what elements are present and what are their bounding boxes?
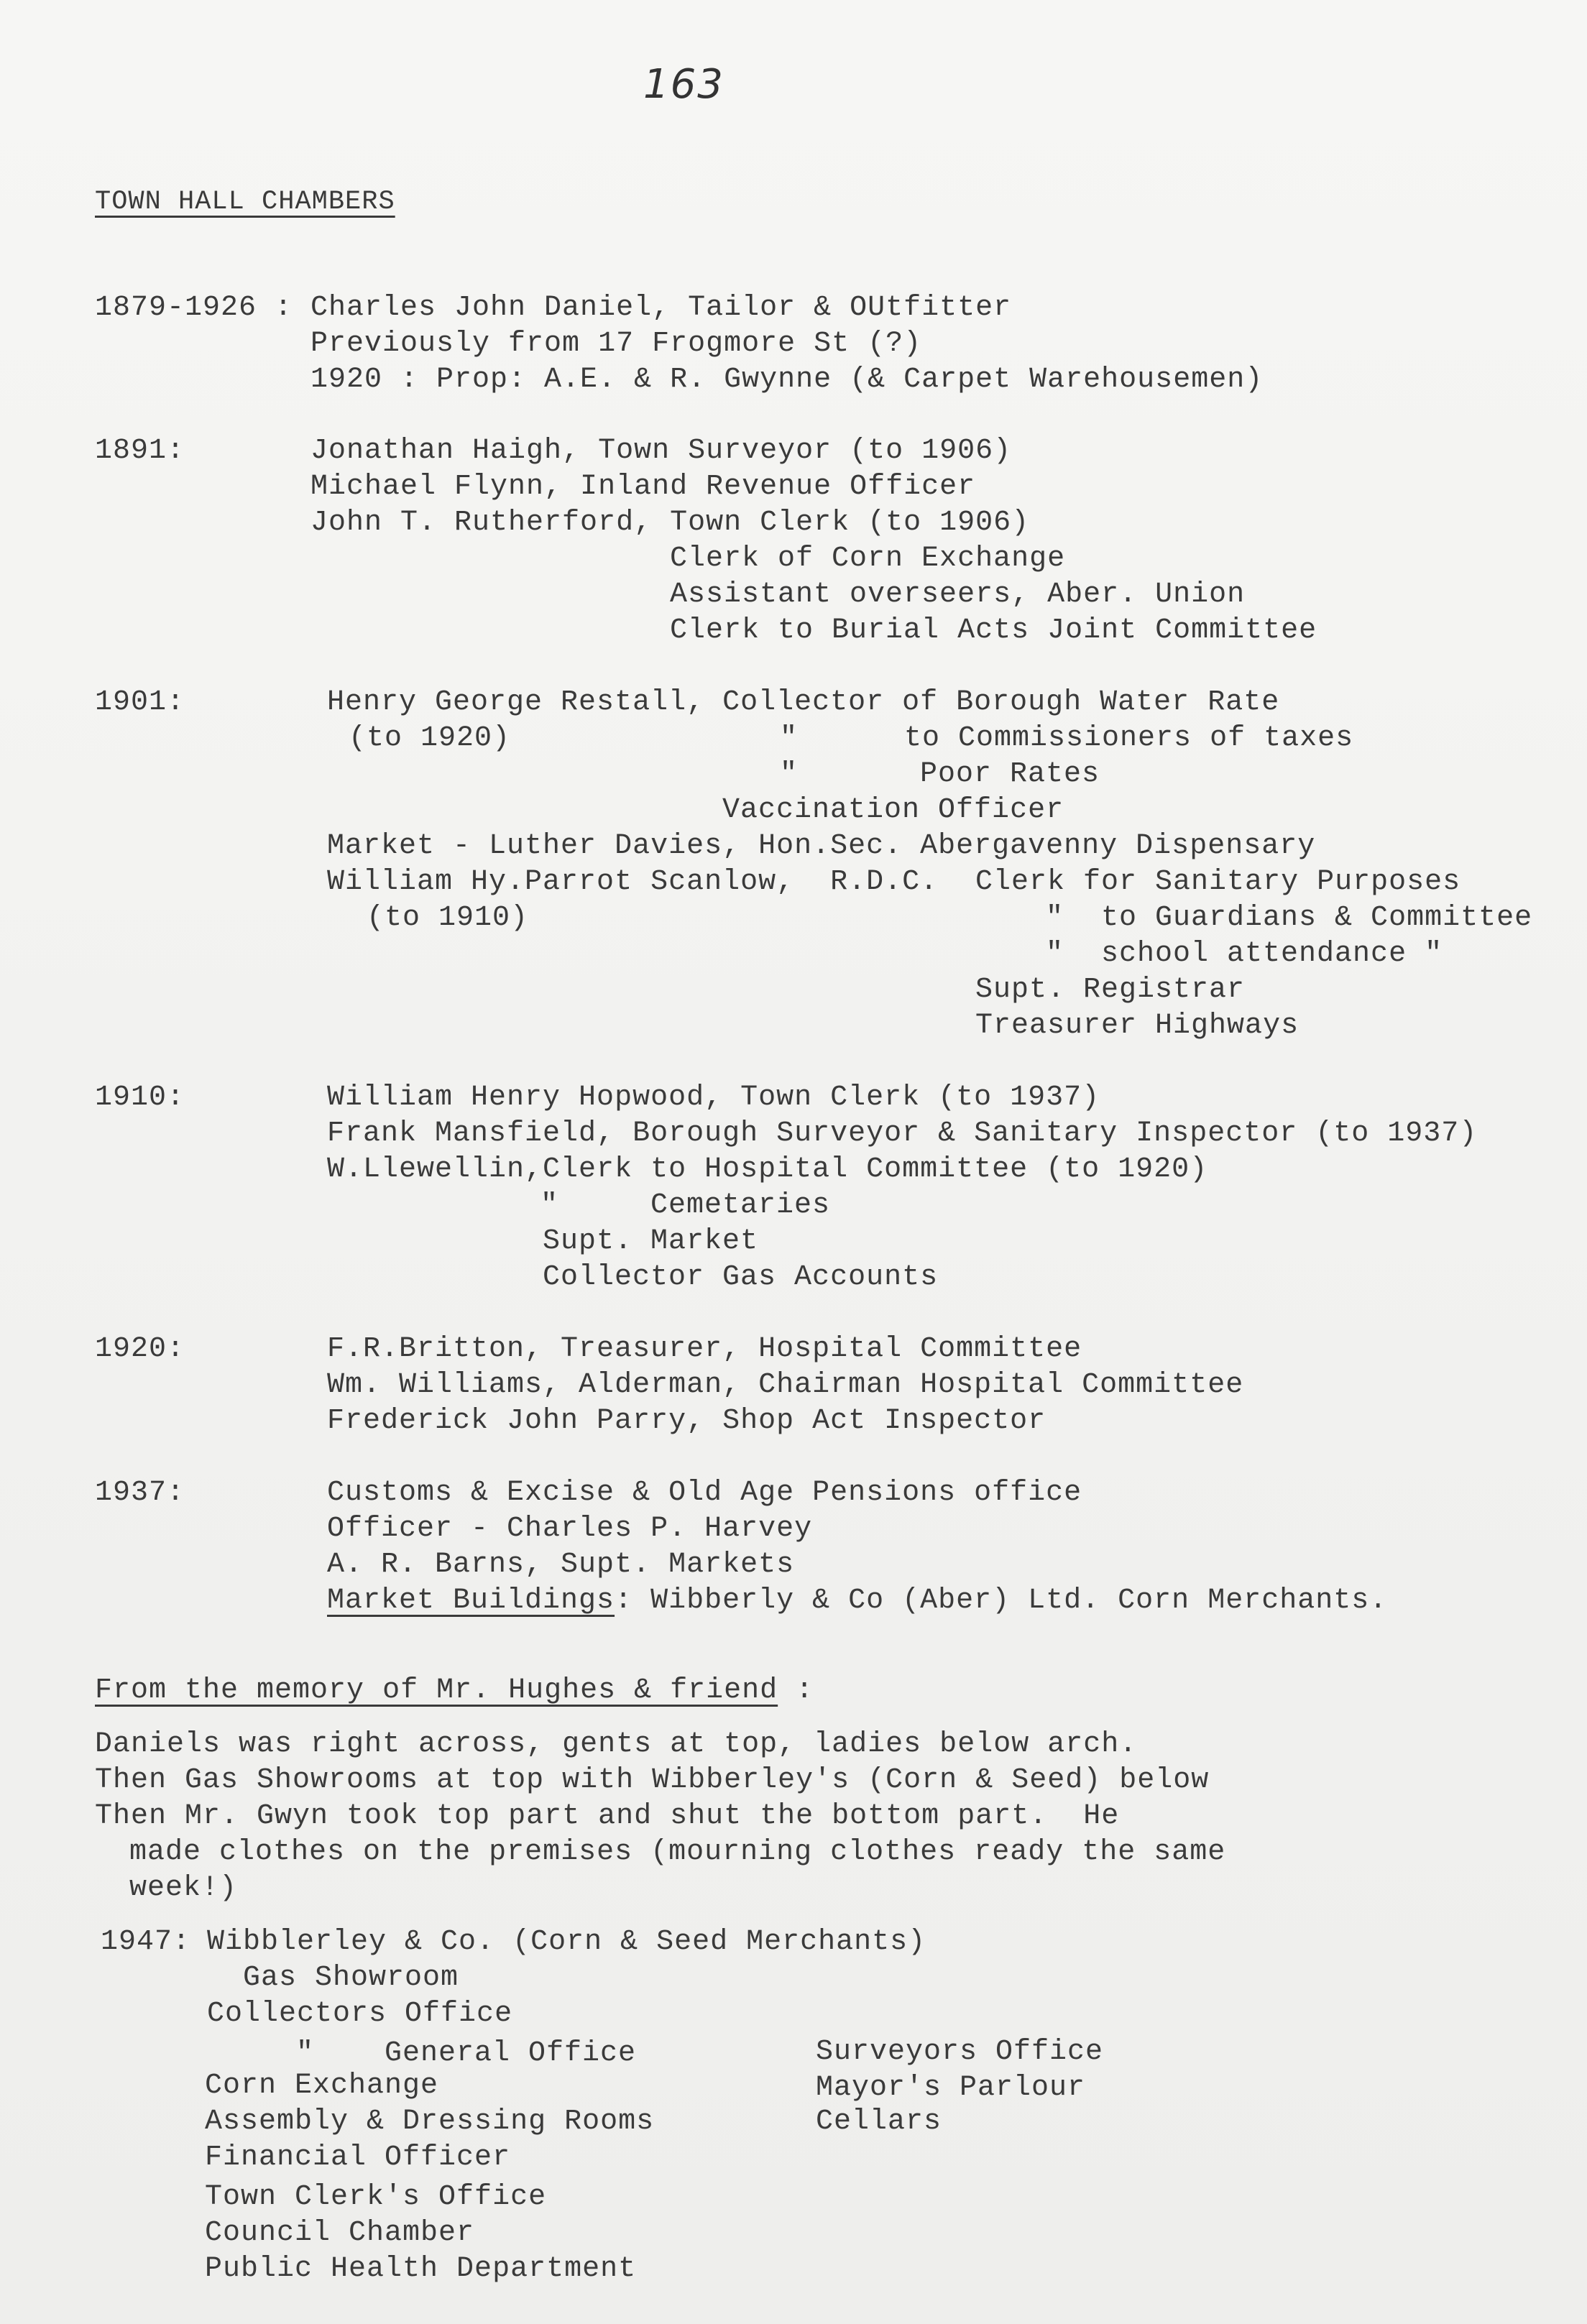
ditto-mark: "	[780, 722, 799, 755]
memory-heading	[95, 1674, 814, 1707]
entry-line: school attendance "	[1101, 938, 1443, 970]
entry-line: Jonathan Haigh, Town Surveyor (to 1906)	[310, 435, 1012, 467]
entry-line: General Office	[385, 2037, 637, 2070]
entry-line: Frederick John Parry, Shop Act Inspector	[327, 1405, 1046, 1437]
ditto-mark: "	[1046, 902, 1064, 934]
entry-line: Previously from 17 Frogmore St (?)	[310, 328, 922, 360]
entry-line: Mayor's Parlour	[816, 2072, 1086, 2104]
entry-line: Michael Flynn, Inland Revenue Officer	[310, 471, 976, 503]
entry-line: Corn Exchange	[205, 2070, 439, 2102]
entry-line: 1920 : Prop: A.E. & R. Gwynne (& Carpet Warehousemen)	[310, 364, 1264, 396]
entry-line: Wibblerley & Co. (Corn & Seed Merchants)	[207, 1926, 926, 1958]
entry-line: Collector Gas Accounts	[543, 1261, 939, 1294]
ditto-mark: "	[1046, 938, 1064, 970]
entry-line: Financial Officer	[205, 2141, 511, 2174]
entry-line: Assistant overseers, Aber. Union	[670, 578, 1246, 611]
entry-line: Assembly & Dressing Rooms	[205, 2106, 655, 2138]
entry-line: F.R.Britton, Treasurer, Hospital Committee	[327, 1333, 1082, 1365]
entry-line: Clerk to Burial Acts Joint Committee	[670, 614, 1317, 647]
entry-line: (to 1910)	[367, 902, 529, 934]
memory-line: Then Gas Showrooms at top with Wibberley's (Corn & Seed) below	[95, 1764, 1210, 1797]
entry-year: 1910:	[95, 1082, 185, 1114]
entry-line: Vaccination Officer	[722, 794, 1064, 826]
entry-line: Council Chamber	[205, 2217, 475, 2249]
memory-line: made clothes on the premises (mourning clothes ready the same	[129, 1836, 1226, 1868]
entry-line: A. R. Barns, Supt. Markets	[327, 1549, 795, 1581]
entry-line: Market - Luther Davies, Hon.Sec. Abergavenny Dispensary	[327, 830, 1316, 862]
entry-line: Charles John Daniel, Tailor & OUtfitter	[310, 292, 1012, 324]
entry-line: Cemetaries	[650, 1189, 831, 1222]
entry-line: William Henry Hopwood, Town Clerk (to 1937)	[327, 1082, 1100, 1114]
ditto-mark: "	[296, 2037, 315, 2070]
entry-line: W.Llewellin,Clerk to Hospital Committee (to 1920)	[327, 1153, 1208, 1186]
entry-line: Treasurer Highways	[975, 1010, 1300, 1042]
entry-year: 1891:	[95, 435, 185, 467]
entry-line: Surveyors Office	[816, 2036, 1104, 2068]
memory-line: Then Mr. Gwyn took top part and shut the bottom part. He	[95, 1800, 1120, 1832]
entry-line: Supt. Registrar	[975, 974, 1246, 1006]
entry-line: Clerk of Corn Exchange	[670, 543, 1066, 575]
entry-line: to Commissioners of taxes	[904, 722, 1354, 755]
entry-line: Clerk for Sanitary Purposes	[975, 866, 1461, 898]
page-heading: TOWN HALL CHAMBERS	[95, 187, 395, 217]
memory-heading-colon: :	[778, 1674, 814, 1707]
entry-line: (to 1920)	[349, 722, 511, 755]
entry-line	[327, 1585, 1387, 1618]
entry-line: Frank Mansfield, Borough Surveyor & Sanitary Inspector (to 1937)	[327, 1117, 1478, 1150]
entry-line: Officer - Charles P. Harvey	[327, 1513, 813, 1545]
entry-year: 1937:	[95, 1477, 185, 1509]
entry-line: Cellars	[816, 2106, 942, 2138]
entry-line: John T. Rutherford, Town Clerk (to 1906)	[310, 507, 1030, 539]
entry-line: Supt. Market	[543, 1225, 759, 1258]
entry-year: 1879-1926 :	[95, 292, 293, 324]
underlined-label: Market Buildings	[327, 1585, 615, 1617]
entry-line: William Hy.Parrot Scanlow, R.D.C.	[327, 866, 939, 898]
entry-line: to Guardians & Committee	[1101, 902, 1533, 934]
ditto-mark: "	[780, 758, 799, 790]
entry-year: 1947:	[101, 1926, 191, 1958]
entry-line: Gas Showroom	[243, 1962, 459, 1994]
memory-heading-text: From the memory of Mr. Hughes & friend	[95, 1674, 778, 1707]
entry-line: Customs & Excise & Old Age Pensions office	[327, 1477, 1082, 1509]
entry-line: Henry George Restall, Collector of Borough Water Rate	[327, 686, 1280, 719]
entry-line: Town Clerk's Office	[205, 2181, 547, 2213]
entry-year: 1920:	[95, 1333, 185, 1365]
entry-line: Public Health Department	[205, 2253, 637, 2285]
entry-year: 1901:	[95, 686, 185, 719]
entry-line: Wm. Williams, Alderman, Chairman Hospital Committee	[327, 1369, 1244, 1401]
entry-line: Collectors Office	[207, 1998, 513, 2030]
entry-line: Poor Rates	[920, 758, 1100, 790]
memory-line: Daniels was right across, gents at top, ladies below arch.	[95, 1728, 1138, 1761]
ditto-mark: "	[540, 1189, 559, 1222]
entry-line-rest: : Wibberly & Co (Aber) Ltd. Corn Merchants.	[615, 1585, 1388, 1617]
memory-line: week!)	[129, 1872, 238, 1904]
page-number: 163	[643, 61, 724, 108]
